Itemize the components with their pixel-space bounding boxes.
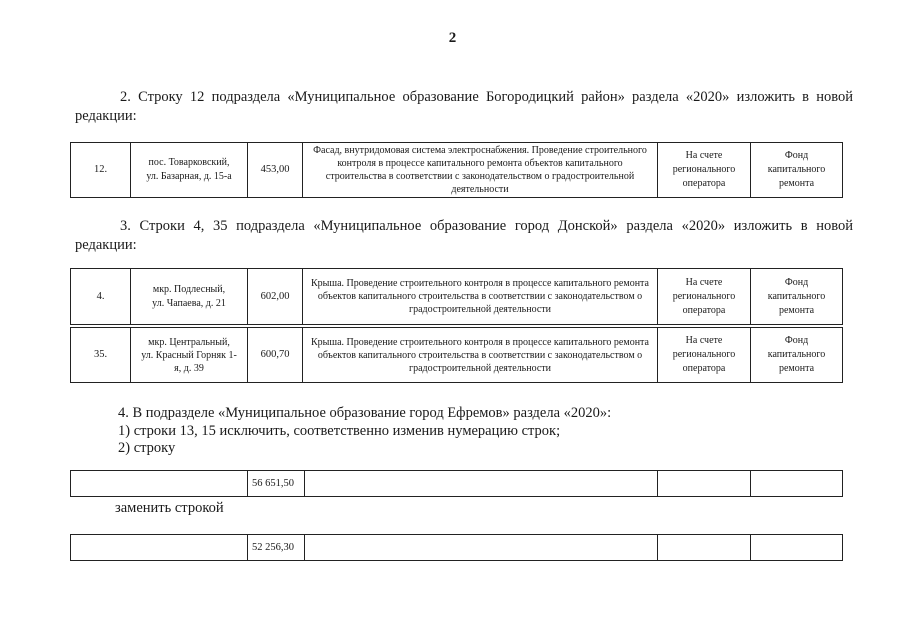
- method-line: регионального: [672, 349, 736, 360]
- empty-cell: [305, 535, 658, 561]
- empty-cell: [751, 471, 843, 497]
- source-line: капитального: [767, 349, 826, 360]
- source-line: капитального: [767, 290, 826, 302]
- empty-cell: [71, 535, 248, 561]
- section-3-intro: 3. Строки 4, 35 подраздела «Муниципальное образование город Донской» раздела «2020» изложить в новой: [120, 218, 853, 234]
- work-description-cell: Фасад, внутридомовая система электроснабжения. Проведение строительного контроля в процессе капитального ремонта объектов капитального строительства в соответствии с законодательством о градостроительной деятельности: [303, 143, 658, 198]
- section-4-item-2: 2) строку: [118, 440, 176, 456]
- row-number: 35.: [71, 328, 131, 383]
- method-line: На счете: [685, 276, 723, 288]
- section-2-intro-continuation: редакции:: [75, 108, 137, 124]
- table-section-4-old-row: [70, 470, 843, 497]
- source-line: ремонта: [778, 304, 815, 316]
- source-line: капитального: [767, 164, 826, 175]
- table-row: [71, 328, 843, 383]
- empty-cell: [751, 535, 843, 561]
- row-number: 4.: [71, 269, 131, 325]
- source-line: ремонта: [778, 178, 815, 189]
- method-cell: [658, 269, 751, 325]
- replace-with-text: заменить строкой: [115, 500, 224, 516]
- method-line: оператора: [682, 178, 726, 189]
- funding-source-cell: [751, 328, 843, 383]
- row-number: 12.: [71, 143, 131, 198]
- method-cell: [658, 143, 751, 198]
- address-line: я, д. 39: [174, 362, 204, 374]
- source-line: Фонд: [784, 276, 809, 288]
- page-number: 2: [448, 30, 457, 46]
- method-line: оператора: [682, 304, 726, 316]
- table-section-2: [70, 142, 843, 198]
- method-line: На счете: [685, 150, 723, 161]
- address-line: ул. Чапаева, д. 21: [152, 297, 226, 309]
- table-row: [71, 269, 843, 325]
- address-cell: [131, 143, 248, 198]
- table-section-4-new-row: [70, 534, 843, 561]
- address-line: мкр. Центральный,: [148, 336, 230, 348]
- method-line: На счете: [685, 335, 723, 346]
- table-section-3-row-4: [70, 268, 843, 325]
- table-row: [71, 535, 843, 561]
- method-line: регионального: [672, 290, 736, 302]
- empty-cell: [305, 471, 658, 497]
- table-section-3-row-35: [70, 327, 843, 383]
- section-4-item-1: 1) строки 13, 15 исключить, соответственно изменив нумерацию строк;: [118, 423, 561, 439]
- amount-cell: 56 651,50: [248, 471, 305, 497]
- amount-cell: 600,70: [248, 328, 303, 383]
- address-cell: [131, 269, 248, 325]
- address-line: ул. Красный Горняк 1-: [141, 349, 237, 361]
- source-line: Фонд: [784, 150, 809, 161]
- work-description-cell: Крыша. Проведение строительного контроля в процессе капитального ремонта объектов капитального строительства в соответствии с законодательством о градостроительной деятельности: [303, 328, 658, 383]
- empty-cell: [658, 471, 751, 497]
- section-2-intro: 2. Строку 12 подраздела «Муниципальное образование Богородицкий район» раздела «2020» изложить в новой: [120, 89, 853, 105]
- amount-cell: 453,00: [248, 143, 303, 198]
- method-line: оператора: [682, 363, 726, 374]
- address-line: пос. Товарковский,: [148, 157, 230, 168]
- section-3-intro-continuation: редакции:: [75, 237, 137, 253]
- amount-cell: 602,00: [248, 269, 303, 325]
- funding-source-cell: [751, 143, 843, 198]
- empty-cell: [658, 535, 751, 561]
- work-description-cell: Крыша. Проведение строительного контроля в процессе капитального ремонта объектов капитального строительства в соответствии с законодательством о градостроительной деятельности: [303, 269, 658, 325]
- funding-source-cell: [751, 269, 843, 325]
- address-line: мкр. Подлесный,: [152, 283, 226, 295]
- address-line: ул. Базарная, д. 15-а: [146, 171, 232, 182]
- method-cell: [658, 328, 751, 383]
- table-row: [71, 143, 843, 198]
- source-line: Фонд: [784, 335, 809, 346]
- section-4-intro: 4. В подразделе «Муниципальное образование город Ефремов» раздела «2020»:: [118, 405, 612, 421]
- table-row: [71, 471, 843, 497]
- amount-cell: 52 256,30: [248, 535, 305, 561]
- empty-cell: [71, 471, 248, 497]
- method-line: регионального: [672, 164, 736, 175]
- source-line: ремонта: [778, 363, 815, 374]
- address-cell: [131, 328, 248, 383]
